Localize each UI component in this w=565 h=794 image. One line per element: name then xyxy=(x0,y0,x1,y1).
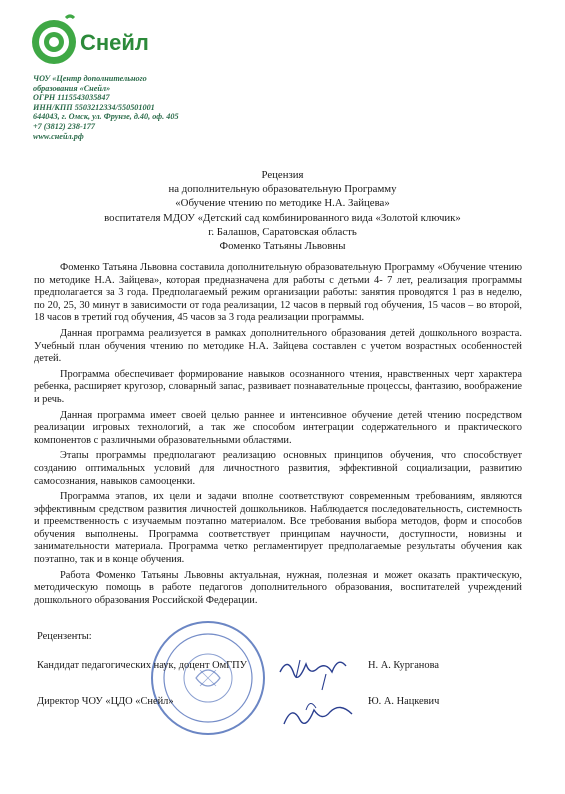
logo-text: Снейл xyxy=(80,30,149,55)
org-line: ИНН/КПП 5503212334/550501001 xyxy=(33,102,155,112)
org-line: 644043, г. Омск, ул. Фрунзе, д.40, оф. 405 xyxy=(33,112,179,122)
reviewer2-name: Ю. А. Нацкевич xyxy=(368,696,440,707)
official-stamp-icon xyxy=(148,618,268,738)
review-body xyxy=(34,262,522,610)
title-line: на дополнительную образовательную Программу xyxy=(168,183,397,196)
document-title xyxy=(0,168,565,253)
paragraph: Программа этапов, их цели и задачи вполне соответствуют современным требованиям, являются эффективным средством развития личностей дошкольников. Наблюдается последовательность, системность и преемственность с изучаемым поэтапно материалом. Все требования выбора методов, форм и способов обучения выполнены. Программа соответствует принципам научности, доступности, новизны и занимательности материала. Программа четко регламентирует предполагаемые результаты обучения как поэтапно, так и в конце обучения. xyxy=(34,491,522,566)
reviewer1-name: Н. А. Курганова xyxy=(368,660,439,671)
title-line: воспитателя МДОУ «Детский сад комбинированного вида «Золотой ключик» xyxy=(104,211,461,224)
org-website: www.снейл.рф xyxy=(33,131,84,141)
reviewers-label: Рецензенты: xyxy=(37,631,92,642)
paragraph: Данная программа реализуется в рамках дополнительного образования детей дошкольного возраста. Учебный план обучения чтению по методике Н.А. Зайцева составлен с учетом возрастных особенностей детей. xyxy=(34,327,522,365)
paragraph: Работа Фоменко Татьяны Львовны актуальная, нужная, полезная и может оказать практическую, методическую помощь в работе педагогов дополнительного образования, воспитателей учреждений дошкольного образования Российской Федерации. xyxy=(34,569,522,606)
title-line: Фоменко Татьяны Львовны xyxy=(219,240,346,253)
paragraph: Программа обеспечивает формирование навыков осознанного чтения, нравственных черт характера ребенка, расширяет кругозор, словарный запас, развивает познавательные процессы, фантазию, воображение и речь. xyxy=(34,368,522,405)
org-line: +7 (3812) 238-177 xyxy=(33,121,95,131)
title-line: «Обучение чтению по методике Н.А. Зайцева» xyxy=(175,197,390,210)
reviewer2-role: Директор ЧОУ «ЦДО «Снейл» xyxy=(37,696,174,707)
paragraph: Фоменко Татьяна Львовна составила дополнительную образовательную Программу «Обучение чтению по методике Н.А. Зайцева», которая предназначена для работы с детьми 4- 7 лет, реализация программы предполагается за 3 года. Предполагаемый режим организации работы: занятия проводятся 1 раз в неделю, по 20, 25, 30 минут в зависимости от года реализации, 12 часов в первый год обучения, 15 часов – во второй, 18 часов в третий год обучения, 45 часов за 3 года реализации программы. xyxy=(34,262,522,324)
org-line: ЧОУ «Центр дополнительного xyxy=(33,74,147,83)
paragraph: Данная программа имеет своей целью раннее и интенсивное обучение детей чтению посредством реализации игровых технологий, а так же способом интеграции содержательного и практического компонентов с различными образовательными областями. xyxy=(34,409,522,446)
org-line: ОГРН 1115543035847 xyxy=(33,93,110,103)
org-line: образования «Снейл» xyxy=(33,83,111,93)
title-line: г. Балашов, Саратовская область xyxy=(208,225,357,238)
paragraph: Этапы программы предполагают реализацию основных принципов обучения, что способствует созданию оптимальных условий для личностного развития, эффективной социализации, развитию самосознания, навыков самооценки. xyxy=(34,450,522,487)
organization-details xyxy=(33,74,293,141)
title-line: Рецензия xyxy=(261,169,304,181)
handwritten-signature-icon xyxy=(266,650,376,740)
reviewer1-role: Кандидат педагогических наук, доцент ОмГПУ xyxy=(37,660,248,671)
